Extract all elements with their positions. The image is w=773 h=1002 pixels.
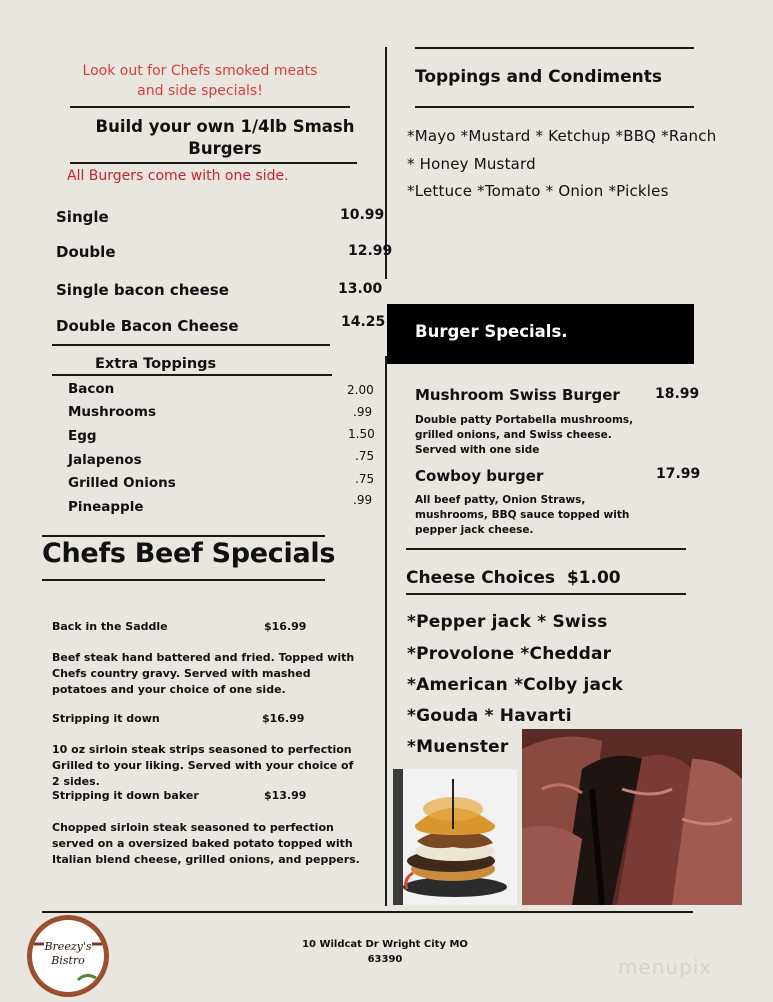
burger-name: Double: [56, 243, 116, 261]
toppings-line: *Lettuce *Tomato * Onion *Pickles: [407, 182, 669, 200]
brisket-photo: [522, 729, 742, 905]
burger-photo: [393, 769, 517, 905]
address-line-1: 10 Wildcat Dr Wright City MO: [302, 939, 468, 950]
cheese-line: *Pepper jack * Swiss: [407, 612, 608, 632]
burger-name: Double Bacon Cheese: [56, 317, 239, 335]
extra-price: 1.50: [348, 427, 375, 441]
cheese-line: *Muenster: [407, 737, 509, 757]
burger-illustration: [393, 769, 517, 905]
logo-text: Breezy's Bistro: [44, 940, 92, 967]
rule: [42, 535, 325, 537]
extra-name: Pineapple: [68, 499, 144, 515]
extra-name: Egg: [68, 428, 97, 444]
cheese-line: *Provolone *Cheddar: [407, 644, 612, 664]
beef-item-name: Back in the Saddle: [52, 620, 168, 633]
toppings-line: *Mayo *Mustard * Ketchup *BBQ *Ranch: [407, 127, 717, 145]
beef-item-name: Stripping it down: [52, 712, 160, 725]
burger-name: Single: [56, 208, 109, 226]
beef-item-name: Stripping it down baker: [52, 789, 199, 802]
rule: [415, 47, 694, 49]
beef-item-price: $16.99: [262, 712, 305, 725]
special-name: Mushroom Swiss Burger: [415, 386, 620, 404]
extra-name: Grilled Onions: [68, 475, 176, 491]
extra-name: Mushrooms: [68, 404, 157, 420]
beef-specials-title: Chefs Beef Specials: [42, 538, 336, 569]
rule: [52, 374, 332, 376]
rule: [52, 344, 330, 346]
extra-price: 2.00: [347, 383, 374, 397]
burger-price: 14.25: [341, 314, 386, 330]
special-price: 17.99: [656, 466, 701, 482]
rule: [415, 106, 694, 108]
burger-price: 12.99: [348, 243, 393, 259]
extra-price: .99: [353, 493, 373, 507]
cheese-line: *Gouda * Havarti: [407, 706, 572, 726]
footer-rule: [42, 911, 693, 913]
special-name: Cowboy burger: [415, 467, 544, 485]
extra-price: .99: [353, 405, 373, 419]
burger-price: 10.99: [340, 207, 385, 223]
address-line-2: 63390: [367, 954, 403, 965]
logo: [26, 914, 110, 998]
extra-name: Bacon: [68, 381, 115, 397]
address: [290, 937, 480, 967]
burger-specials-title: Burger Specials.: [415, 322, 568, 341]
special-desc: All beef patty, Onion Straws, mushrooms, BBQ sauce topped with pepper jack cheese.: [415, 494, 630, 536]
rule: [70, 106, 350, 108]
burger-price: 13.00: [338, 281, 383, 297]
watermark: menupix: [618, 955, 713, 979]
special-price: 18.99: [655, 386, 700, 402]
build-burgers-title: Build your own 1/4lb Smash Burgers: [95, 117, 355, 158]
rule: [406, 593, 686, 595]
burger-name: Single bacon cheese: [56, 281, 229, 299]
brisket-illustration: [522, 729, 742, 905]
extra-price: .75: [355, 449, 375, 463]
beef-item-desc: 10 oz sirloin steak strips seasoned to perfection Grilled to your liking. Served with your choice of 2 sides.: [52, 743, 354, 788]
rule: [42, 579, 325, 581]
toppings-title: Toppings and Condiments: [415, 67, 662, 87]
beef-item-price: $13.99: [264, 789, 307, 802]
side-note: All Burgers come with one side.: [67, 168, 289, 184]
cheese-line: *American *Colby jack: [407, 675, 623, 695]
extra-name: Jalapenos: [68, 452, 142, 468]
column-divider-bottom: [385, 356, 387, 906]
extra-price: .75: [355, 472, 375, 486]
cheese-choices-title: Cheese Choices $1.00: [406, 568, 621, 588]
rule: [406, 548, 686, 550]
rule: [70, 162, 357, 164]
burger-specials-banner: [387, 304, 694, 364]
beef-item-price: $16.99: [264, 620, 307, 633]
beef-item-desc: Chopped sirloin steak seasoned to perfection served on a oversized baked potato topped with Italian blend cheese, grilled onions, and peppers.: [52, 821, 360, 866]
beef-item-desc: Beef steak hand battered and fried. Topped with Chefs country gravy. Served with mashed potatoes and your choice of one side.: [52, 651, 355, 696]
notice-text: Look out for Chefs smoked meats and side specials!: [82, 63, 318, 99]
extra-toppings-title: Extra Toppings: [95, 356, 217, 372]
toppings-line: * Honey Mustard: [407, 155, 536, 173]
special-desc: Double patty Portabella mushrooms, grilled onions, and Swiss cheese. Served with one side: [415, 414, 634, 456]
